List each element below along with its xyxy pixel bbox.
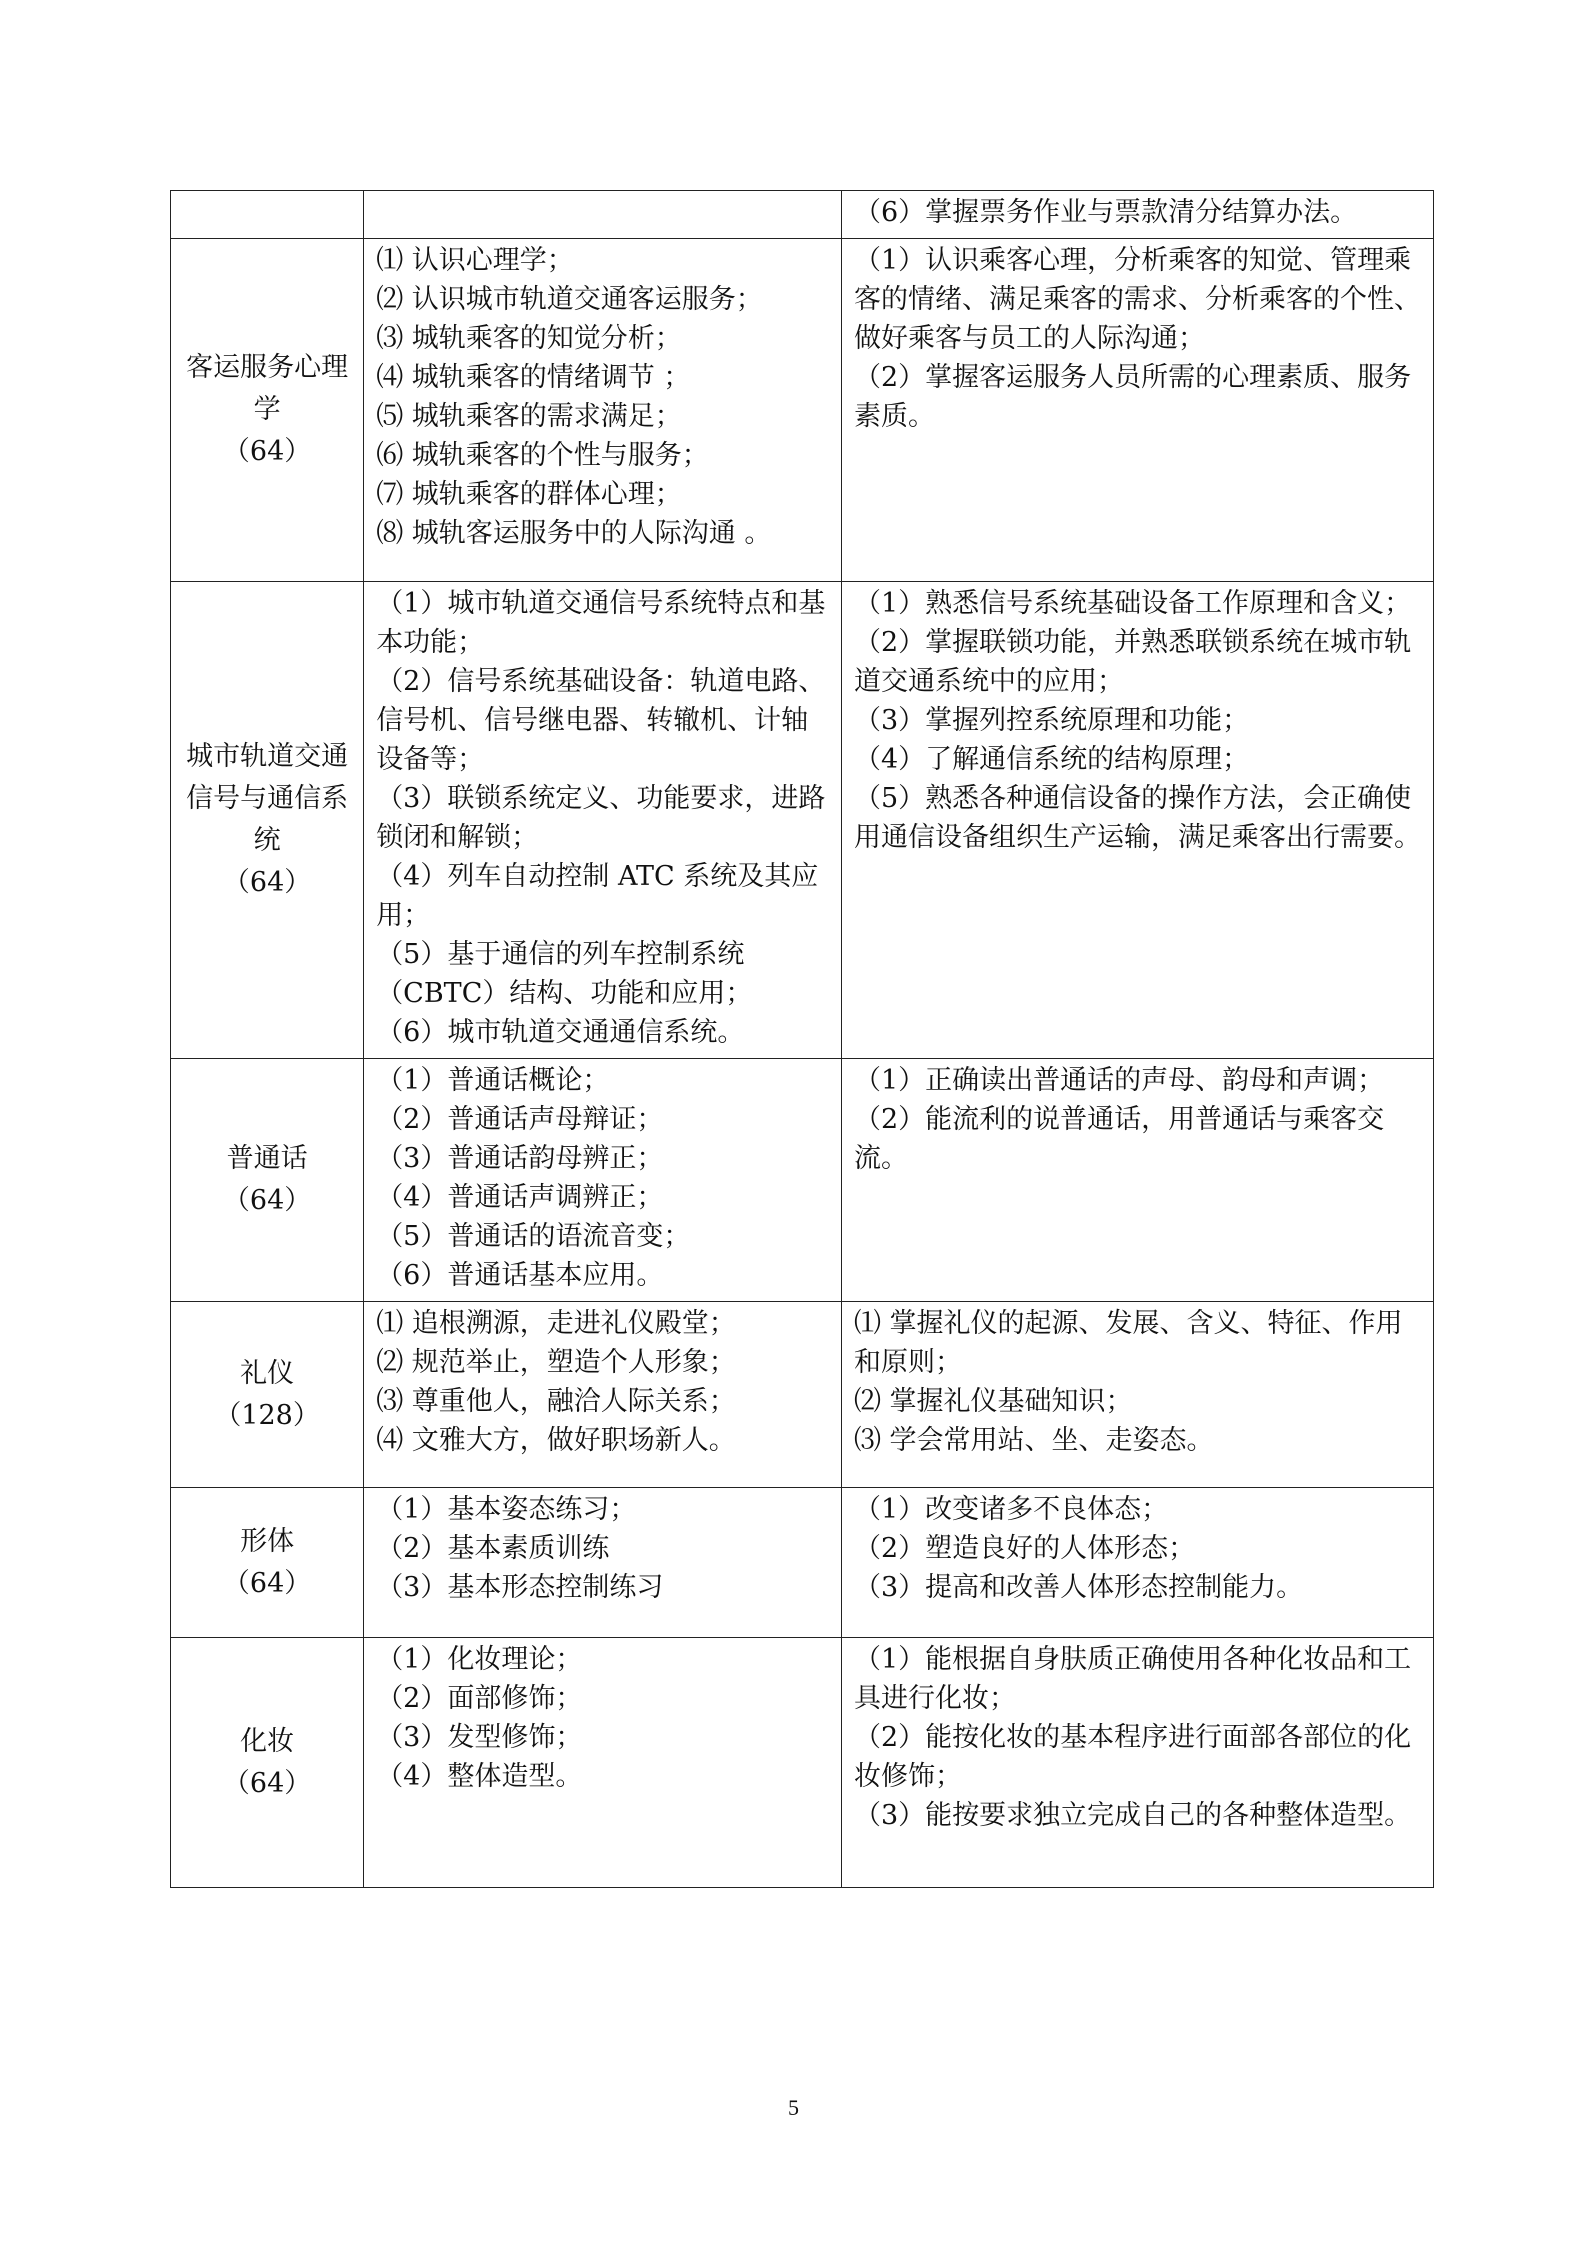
course-name: 城市轨道交通信号与通信系统 bbox=[186, 741, 349, 856]
content-item: （1）城市轨道交通信号系统特点和基本功能； bbox=[376, 588, 826, 658]
content-item: （6）普通话基本应用。 bbox=[376, 1260, 664, 1291]
content-item: （2）基本素质训练 bbox=[376, 1533, 610, 1564]
content-item: ⑴ 认识心理学； bbox=[376, 245, 574, 276]
content-cell bbox=[364, 191, 842, 239]
content-item: ⑺ 城轨乘客的群体心理； bbox=[376, 479, 682, 510]
content-cell bbox=[364, 239, 842, 582]
course-name: 普通话 bbox=[226, 1143, 308, 1174]
content-item: （4）列车自动控制 ATC 系统及其应用； bbox=[376, 861, 819, 931]
course-cell bbox=[171, 1302, 364, 1488]
course-cell bbox=[171, 582, 364, 1059]
course-hours: （64） bbox=[222, 1567, 312, 1599]
content-item: （4）整体造型。 bbox=[376, 1761, 583, 1792]
course-name: 礼仪 bbox=[240, 1357, 295, 1389]
goal-item: （2）能按化妆的基本程序进行面部各部位的化妆修饰； bbox=[853, 1722, 1412, 1792]
content-cell bbox=[364, 1638, 842, 1888]
goal-cell bbox=[841, 239, 1433, 582]
goal-item: （1）能根据自身肤质正确使用各种化妆品和工具进行化妆； bbox=[853, 1644, 1412, 1714]
content-cell bbox=[364, 1302, 842, 1488]
course-cell bbox=[171, 1638, 364, 1888]
table-row bbox=[171, 1638, 1434, 1888]
course-cell bbox=[171, 1059, 364, 1302]
course-hours: （128） bbox=[214, 1399, 320, 1431]
content-item: ⑻ 城轨客运服务中的人际沟通 。 bbox=[376, 518, 772, 549]
course-hours: （64） bbox=[222, 867, 312, 898]
course-hours: （64） bbox=[222, 1185, 312, 1216]
goal-item: ⑵ 掌握礼仪基础知识； bbox=[853, 1386, 1133, 1417]
goal-item: （3）提高和改善人体形态控制能力。 bbox=[853, 1572, 1304, 1603]
curriculum-table bbox=[170, 190, 1434, 1888]
content-item: ⑶ 城轨乘客的知觉分析； bbox=[376, 323, 682, 354]
course-hours: （64） bbox=[222, 436, 312, 467]
content-item: （3）基本形态控制练习 bbox=[376, 1572, 664, 1603]
goal-item: （3）能按要求独立完成自己的各种整体造型。 bbox=[853, 1800, 1412, 1831]
course-cell bbox=[171, 191, 364, 239]
content-item: （2）信号系统基础设备：轨道电路、信号机、信号继电器、转辙机、计轴设备等； bbox=[376, 666, 826, 775]
table-row bbox=[171, 582, 1434, 1059]
content-item: ⑷ 城轨乘客的情绪调节 ； bbox=[376, 362, 691, 393]
goal-item: （6）掌握票务作业与票款清分结算办法。 bbox=[853, 197, 1358, 228]
content-item: （1）化妆理论； bbox=[376, 1644, 583, 1675]
goal-cell bbox=[841, 1488, 1433, 1638]
goal-item: ⑴ 掌握礼仪的起源、发展、含义、特征、作用和原则； bbox=[853, 1308, 1403, 1378]
content-cell bbox=[364, 1059, 842, 1302]
course-hours: （64） bbox=[222, 1767, 312, 1799]
content-item: ⑸ 城轨乘客的需求满足； bbox=[376, 401, 682, 432]
table-row bbox=[171, 1059, 1434, 1302]
content-item: （5）基于通信的列车控制系统（CBTC）结构、功能和应用； bbox=[376, 939, 753, 1009]
goal-item: （2）能流利的说普通话，用普通话与乘客交流。 bbox=[853, 1104, 1385, 1174]
content-item: ⑴ 追根溯源，走进礼仪殿堂； bbox=[376, 1308, 736, 1339]
goal-item: （2）掌握联锁功能，并熟悉联锁系统在城市轨道交通系统中的应用； bbox=[853, 627, 1412, 697]
content-item: （3）发型修饰； bbox=[376, 1722, 583, 1753]
course-cell bbox=[171, 1488, 364, 1638]
content-item: （5）普通话的语流音变； bbox=[376, 1221, 691, 1252]
goal-cell bbox=[841, 1638, 1433, 1888]
content-item: ⑷ 文雅大方，做好职场新人。 bbox=[376, 1425, 736, 1456]
content-item: （2）面部修饰； bbox=[376, 1683, 583, 1714]
content-item: （1）基本姿态练习； bbox=[376, 1494, 637, 1525]
goal-item: （3）掌握列控系统原理和功能； bbox=[853, 705, 1250, 736]
content-item: （4）普通话声调辨正； bbox=[376, 1182, 664, 1213]
course-name: 形体 bbox=[240, 1525, 295, 1557]
goal-item: （2）掌握客运服务人员所需的心理素质、服务素质。 bbox=[853, 362, 1412, 432]
goal-cell bbox=[841, 582, 1433, 1059]
table-row bbox=[171, 191, 1434, 239]
content-item: （1）普通话概论； bbox=[376, 1065, 610, 1096]
course-cell bbox=[171, 239, 364, 582]
goal-cell bbox=[841, 191, 1433, 239]
goal-item: （4）了解通信系统的结构原理； bbox=[853, 744, 1250, 775]
goal-item: （1）正确读出普通话的声母、韵母和声调； bbox=[853, 1065, 1385, 1096]
table-row bbox=[171, 1488, 1434, 1638]
goal-item: ⑶ 学会常用站、坐、走姿态。 bbox=[853, 1425, 1214, 1456]
goal-item: （5）熟悉各种通信设备的操作方法，会正确使用通信设备组织生产运输，满足乘客出行需要。 bbox=[853, 783, 1421, 853]
goal-cell bbox=[841, 1302, 1433, 1488]
goal-item: （1）认识乘客心理，分析乘客的知觉、管理乘客的情绪、满足乘客的需求、分析乘客的个性、做好乘客与员工的人际沟通； bbox=[853, 245, 1421, 354]
table-body bbox=[171, 191, 1434, 1888]
table-row bbox=[171, 1302, 1434, 1488]
goal-cell bbox=[841, 1059, 1433, 1302]
page-number: 5 bbox=[788, 2095, 799, 2120]
content-item: ⑶ 尊重他人，融洽人际关系； bbox=[376, 1386, 736, 1417]
goal-item: （2）塑造良好的人体形态； bbox=[853, 1533, 1196, 1564]
course-name: 客运服务心理学 bbox=[186, 352, 349, 425]
content-item: （2）普通话声母辩证； bbox=[376, 1104, 664, 1135]
content-cell bbox=[364, 582, 842, 1059]
content-item: （6）城市轨道交通通信系统。 bbox=[376, 1017, 745, 1048]
content-item: ⑵ 认识城市轨道交通客运服务； bbox=[376, 284, 763, 315]
content-item: （3）联锁系统定义、功能要求，进路锁闭和解锁； bbox=[376, 783, 826, 853]
content-cell bbox=[364, 1488, 842, 1638]
course-name: 化妆 bbox=[240, 1725, 295, 1757]
content-item: ⑵ 规范举止，塑造个人形象； bbox=[376, 1347, 736, 1378]
goal-item: （1）熟悉信号系统基础设备工作原理和含义； bbox=[853, 588, 1412, 619]
table-row bbox=[171, 239, 1434, 582]
goal-item: （1）改变诸多不良体态； bbox=[853, 1494, 1169, 1525]
content-item: ⑹ 城轨乘客的个性与服务； bbox=[376, 440, 709, 471]
content-item: （3）普通话韵母辨正； bbox=[376, 1143, 664, 1174]
